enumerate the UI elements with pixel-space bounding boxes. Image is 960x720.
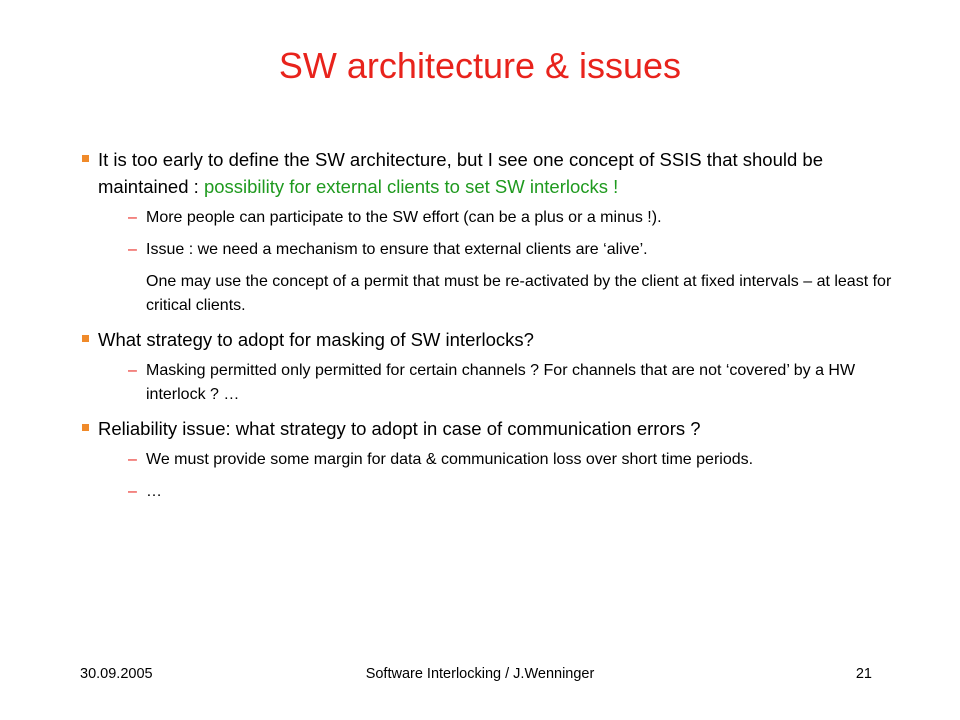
- bullet-item: [80, 415, 900, 442]
- bullet-text: What strategy to adopt for masking of SW interlocks?: [98, 329, 534, 350]
- bullet-text: Reliability issue: what strategy to adopt in case of communication errors ?: [98, 418, 701, 439]
- square-bullet-icon: [82, 424, 89, 431]
- page-number: 21: [855, 666, 872, 682]
- square-bullet-icon: [82, 335, 89, 342]
- sub-bullet-text: Issue : we need a mechanism to ensure that external clients are ‘alive’.: [146, 241, 648, 258]
- dash-bullet-icon: –: [128, 241, 137, 258]
- dash-bullet-icon: –: [128, 483, 137, 500]
- sub-bullet-text: …: [146, 483, 162, 500]
- dash-bullet-icon: –: [128, 362, 137, 379]
- sub-bullet-item: [80, 206, 900, 230]
- sub-bullet-item: [80, 359, 900, 407]
- bullet-item: [80, 326, 900, 353]
- sub-bullet-text: Masking permitted only permitted for certain channels ? For channels that are not ‘covered’ by a HW interlock ? …: [146, 362, 856, 403]
- sub-bullet-text: We must provide some margin for data & communication loss over short time periods.: [146, 451, 754, 468]
- slide-title: SW architecture & issues: [278, 45, 682, 86]
- dash-bullet-icon: –: [128, 451, 137, 468]
- slide-content: [80, 146, 900, 512]
- footer-title: Software Interlocking / J.Wenninger: [365, 666, 595, 682]
- sub-paragraph: One may use the concept of a permit that must be re-activated by the client at fixed intervals – at least for critical clients.: [146, 273, 892, 314]
- sub-bullet-item: [80, 238, 900, 262]
- bullet-highlight-text: possibility for external clients to set SW interlocks !: [203, 176, 619, 197]
- square-bullet-icon: [82, 155, 89, 162]
- footer-date: 30.09.2005: [80, 666, 153, 682]
- dash-bullet-icon: –: [128, 209, 137, 226]
- bullet-item: [80, 146, 900, 200]
- sub-bullet-item: [80, 448, 900, 472]
- sub-bullet-text: More people can participate to the SW effort (can be a plus or a minus !).: [146, 209, 662, 226]
- bullet-text: It is too early to define the SW architecture, but I see one concept of SSIS that should be maintained :: [98, 149, 824, 197]
- sub-bullet-item: [80, 480, 900, 504]
